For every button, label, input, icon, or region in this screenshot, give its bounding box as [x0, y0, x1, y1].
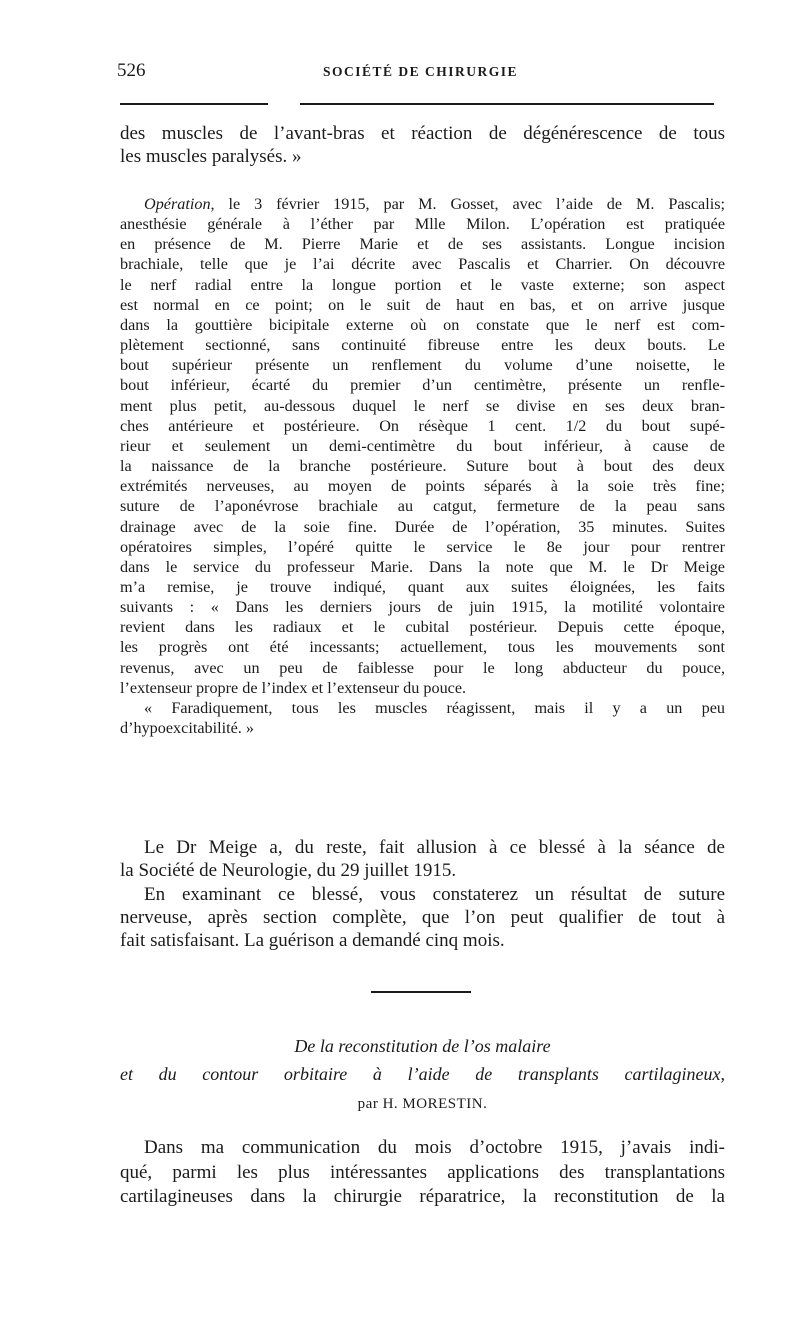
- text-line: d’hypoexcitabilité. »: [120, 719, 254, 738]
- text-line: les progrès ont été incessants; actuellement, tous les mouvements sont: [120, 638, 725, 657]
- title-line: De la reconstitution de l’os malaire: [294, 1036, 551, 1056]
- text-line: dans la gouttière bicipitale externe où on constate que le nerf est com-: [120, 315, 725, 334]
- text-line: cartilagineuses dans la chirurgie réparatrice, la reconstitution de la: [120, 1186, 725, 1208]
- text-line: bout supérieur présente un renflement du volume d’une noisette, le: [120, 356, 725, 375]
- text-line: revenus, avec un peu de faiblesse pour le long abducteur du pouce,: [120, 658, 725, 677]
- text-line: Le Dr Meige a, du reste, fait allusion à ce blessé à la séance de: [144, 837, 725, 858]
- text-line: drainage avec de la soie fine. Durée de l’opération, 35 minutes. Suites: [120, 517, 725, 536]
- article-author: [120, 1096, 725, 1113]
- text-line: [120, 194, 725, 214]
- text-line: m’a remise, je trouve indiqué, quant aux suites éloignées, les faits: [120, 577, 725, 596]
- article-body: [120, 1136, 725, 1210]
- author-line: par H. MORESTIN.: [357, 1096, 488, 1112]
- operation-lead-word: Opération,: [144, 195, 215, 213]
- text-line: nerveuse, après section complète, que l’on peut qualifier de tout à: [120, 906, 725, 928]
- text-line: anesthésie générale à l’éther par Mlle Milon. L’opération est pratiquée: [120, 215, 725, 234]
- text-line: suivants : « Dans les derniers jours de juin 1915, la motilité volontaire: [120, 598, 725, 617]
- page-number: 526: [117, 60, 146, 81]
- text-line: en présence de M. Pierre Marie et de ses assistants. Longue incision: [120, 235, 725, 254]
- text-line: « Faradiquement, tous les muscles réagissent, mais il y a un peu: [144, 698, 725, 717]
- text-line: ches antérieure et postérieure. On résèque 1 cent. 1/2 du bout supé-: [120, 416, 725, 435]
- article-title: [120, 1032, 725, 1088]
- text-line: la naissance de la branche postérieure. Suture bout à bout des deux: [120, 457, 725, 476]
- text-line: plètement sectionné, sans continuité fibreuse entre les deux bouts. Le: [120, 336, 725, 355]
- text-line-rest: le 3 février 1915, par M. Gosset, avec l’aide de M. Pascalis;: [214, 195, 725, 213]
- text-line: le nerf radial entre la longue portion et le vaste externe; son aspect: [120, 275, 725, 294]
- text-line: la Société de Neurologie, du 29 juillet 1915.: [120, 860, 457, 882]
- text-line: Dans ma communication du mois d’octobre 1915, j’avais indi-: [144, 1137, 725, 1158]
- title-line: et du contour orbitaire à l’aide de transplants cartilagineux,: [120, 1064, 725, 1084]
- section-divider: [371, 991, 471, 993]
- text-line: suture de l’aponévrose brachiale au catgut, fermeture de la peau sans: [120, 497, 725, 516]
- text-line: revient dans les radiaux et le cubital postérieur. Depuis cette époque,: [120, 618, 725, 637]
- text-line: dans le service du professeur Marie. Dans la note que M. le Dr Meige: [120, 557, 725, 576]
- text-line: ment plus petit, au-dessous duquel le nerf se divise en ses deux bran-: [120, 396, 725, 415]
- page-header: [117, 60, 724, 90]
- text-line: l’extenseur propre de l’index et l’extenseur du pouce.: [120, 678, 467, 697]
- text-line: est normal en ce point; on le suit de haut en bas, et on arrive jusque: [120, 295, 725, 314]
- header-rule-right: [300, 103, 714, 105]
- text-line: des muscles de l’avant-bras et réaction de dégénérescence de tous: [120, 123, 725, 144]
- running-title: SOCIÉTÉ DE CHIRURGIE: [322, 64, 519, 79]
- text-line: opératoires simples, l’opéré quitte le service le 8e jour pour rentrer: [120, 537, 725, 556]
- text-line: rieur et seulement un demi-centimètre du bout inférieur, à cause de: [120, 436, 725, 455]
- header-rule-left: [120, 103, 268, 105]
- text-line: bout inférieur, écarté du premier d’un centimètre, présente un renfle-: [120, 376, 725, 395]
- text-line: qué, parmi les plus intéressantes applications des transplantations: [120, 1161, 725, 1183]
- meige-paragraph: [120, 836, 725, 952]
- text-line: En examinant ce blessé, vous constaterez un résultat de suture: [144, 883, 725, 905]
- text-line: brachiale, telle que je l’ai décrite avec Pascalis et Charrier. On découvre: [120, 255, 725, 274]
- text-line: extrémités nerveuses, au moyen de points séparés à la soie très fine;: [120, 477, 725, 496]
- text-line: les muscles paralysés. »: [120, 146, 302, 168]
- operation-paragraph: [120, 194, 725, 738]
- text-line: fait satisfaisant. La guérison a demandé cinq mois.: [120, 930, 505, 952]
- intro-paragraph: [120, 122, 725, 169]
